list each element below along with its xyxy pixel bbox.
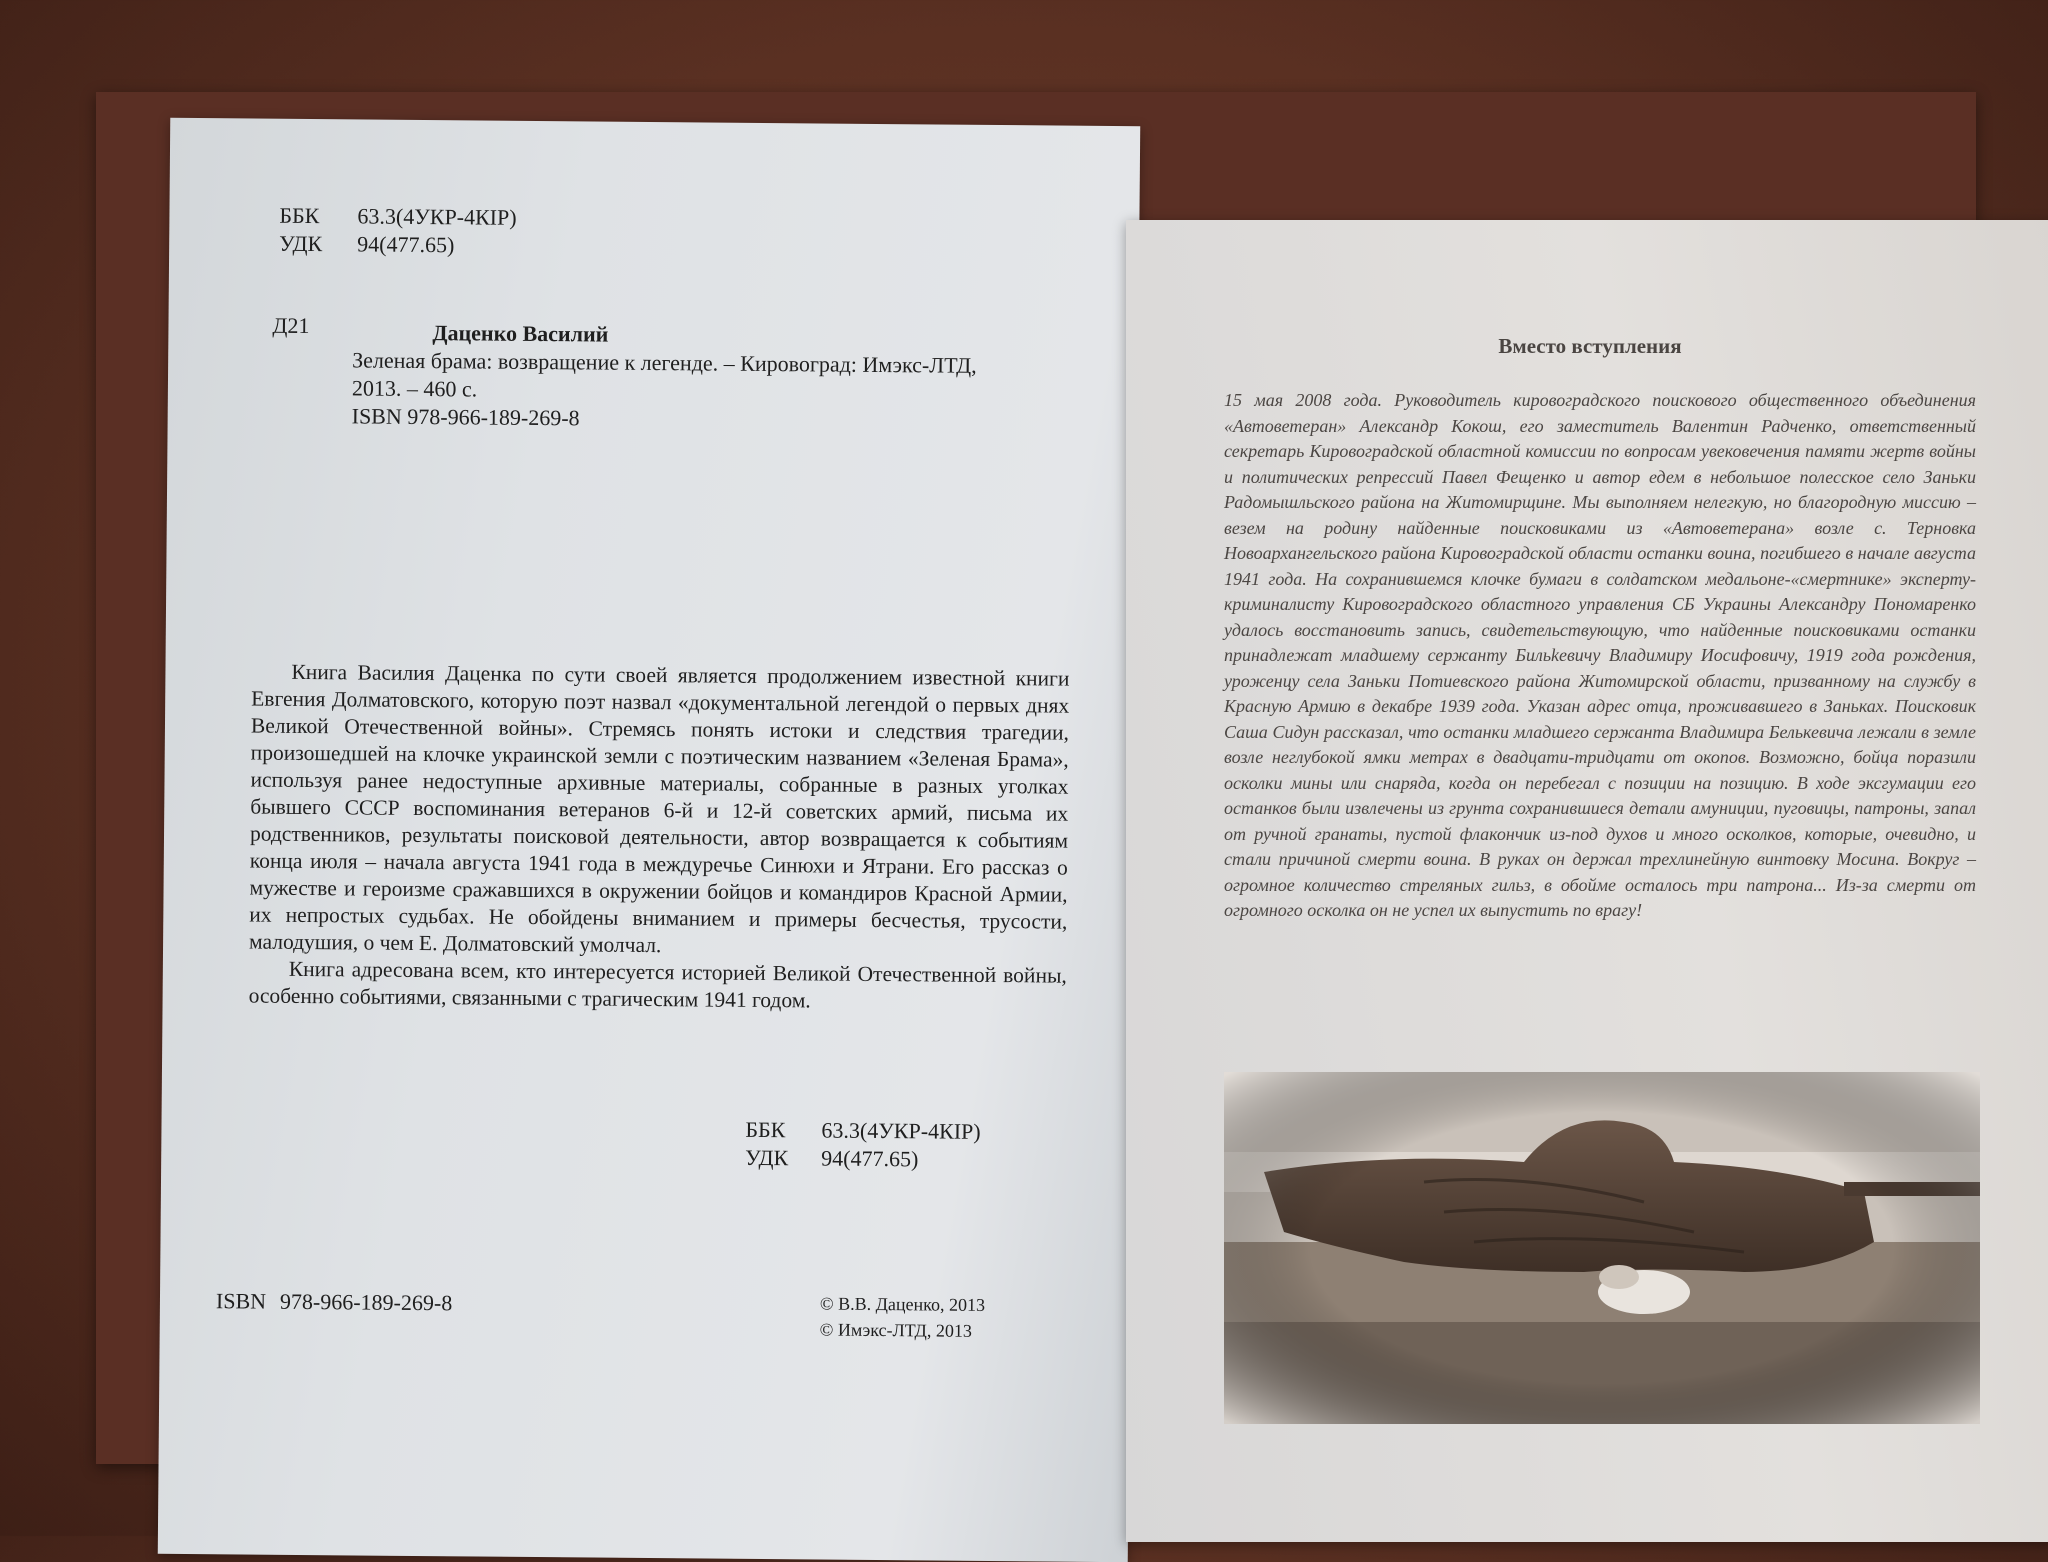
isbn-value: 978-966-189-269-8 [279, 1288, 453, 1316]
udk2-value: 94(477.65) [821, 1145, 919, 1172]
intro-heading: Вместо вступления [1498, 334, 1682, 358]
intro-body [1224, 388, 1976, 924]
memorial-sculpture-photo [1224, 1072, 1980, 1424]
bbk-label: ББК [279, 202, 320, 229]
photo-icon [1224, 1072, 1980, 1424]
left-page [158, 118, 1140, 1562]
isbn-line: ISBN 978-966-189-269-8 [351, 403, 580, 431]
copyright-author: © В.В. Даценко, 2013 [819, 1293, 986, 1315]
right-page [1126, 220, 2048, 1542]
bbk-value: 63.3(4УКР-4КІР) [357, 203, 517, 230]
annotation [249, 659, 1070, 1017]
book-cover [96, 92, 1976, 1464]
udk-value: 94(477.65) [357, 231, 455, 258]
intro-paragraph: 15 мая 2008 года. Руководитель кировоградского поискового общественного объединения «Автоветеран» Александр Кокош, его заместитель Валентин Радченко, ответственный секретарь Кировоградской областной комиссии по вопросам увековечения памяти жертв войны и политических репрессий Павел Фещенко и автор едем в небольшое полесское село Заньки Радомышльского района на Житомирщине. Мы выполняем нелегкую, но благородную миссию – везем на родину найденные поисковиками из «Автоветерана» возле с. Терновка Новоархангельского района Кировоградской области останки воина, погибшего в начале августа 1941 года. На сохранившемся клочке бумаги в солдатском медальоне-«смертнике» эксперту-криминалисту Кировоградского областного управления СБ Украины Александру Пономаренко удалось восстановить запись, свидетельствующую, что найденные поисковиками останки принадлежат младшему сержанту Бильkевичу Владимиру Иосифовичу, 1919 года рождения, уроженцу села Заньки Потиевского района Житомирской области, призванному на службу в Красную Армию в декабре 1939 года. Указан адрес отца, проживавшего в Заньках. Поисковик Саша Сидун рассказал, что останки младшего сержанта Владимира Белькевича лежали в земле возле неглубокой ямки метрах в двадцати-тридцати от окопов. Возможно, бойца поразили осколки мины или снаряда, когда он перебегал с позиции на позицию. В ходе эксгумации его останков были извлечены из грунта сохранившиеся детали амуниции, пуговицы, патроны, запал от ручной гранаты, пустой флакончик из-под духов и много осколков, которые, очевидно, и стали причиной смерти воина. В руках он держал трехлинейную винтовку Мосина. Вокруг – огромное количество стреляных гильз, в обойме осталось три патрона... Из-за смерти от огромного осколка он не успел их выпустить по врагу! [1224, 390, 1976, 920]
udk-label: УДК [279, 230, 323, 257]
index-code: Д21 [272, 312, 310, 339]
copyright-publisher: © Имэкс-ЛТД, 2013 [819, 1319, 972, 1341]
book-title-line: Зеленая брама: возвращение к легенде. – Кировоград: Имэкс-ЛТД, [352, 347, 977, 378]
annotation-paragraph-2: Книга адресована всем, кто интересуется историей Великой Отечественной войны, особенно событиями, связанными с трагическим 1941 годом. [248, 956, 1067, 1013]
udk2-label: УДК [745, 1144, 789, 1171]
isbn-label: ISBN [215, 1288, 267, 1314]
bbk2-label: ББК [745, 1116, 786, 1143]
bbk2-value: 63.3(4УКР-4КІР) [821, 1117, 981, 1144]
annotation-paragraph-1: Книга Василия Даценка по сути своей является продолжением известной книги Евгения Долматовского, которую поэт назвал «документальной легендой о первых днях Великой Отечественной войны». Стремясь понять истоки и следствия трагедии, произошедшей на клочке украинской земли с поэтическим названием «Зеленая Брама», используя ранее недоступные архивные материалы, собранные в разных уголках бывшего СССР воспоминания ветеранов 6-й и 12-й советских армий, письма их родственников, результаты поисковой деятельности, автор возвращается к событиям конца июля – начала августа 1941 года в междуречье Синюхи и Ятрани. Его рассказ о мужестве и героизме сражавшихся в окружении бойцов и командиров Красной Армии, их непростых судьбах. Не обойдены вниманием и примеры бесчестья, трусости, малодушия, о чем Е. Долматовский умолчал. [248, 659, 1070, 958]
year-pages: 2013. – 460 с. [351, 375, 478, 402]
author-name: Даценко Василий [432, 320, 609, 347]
